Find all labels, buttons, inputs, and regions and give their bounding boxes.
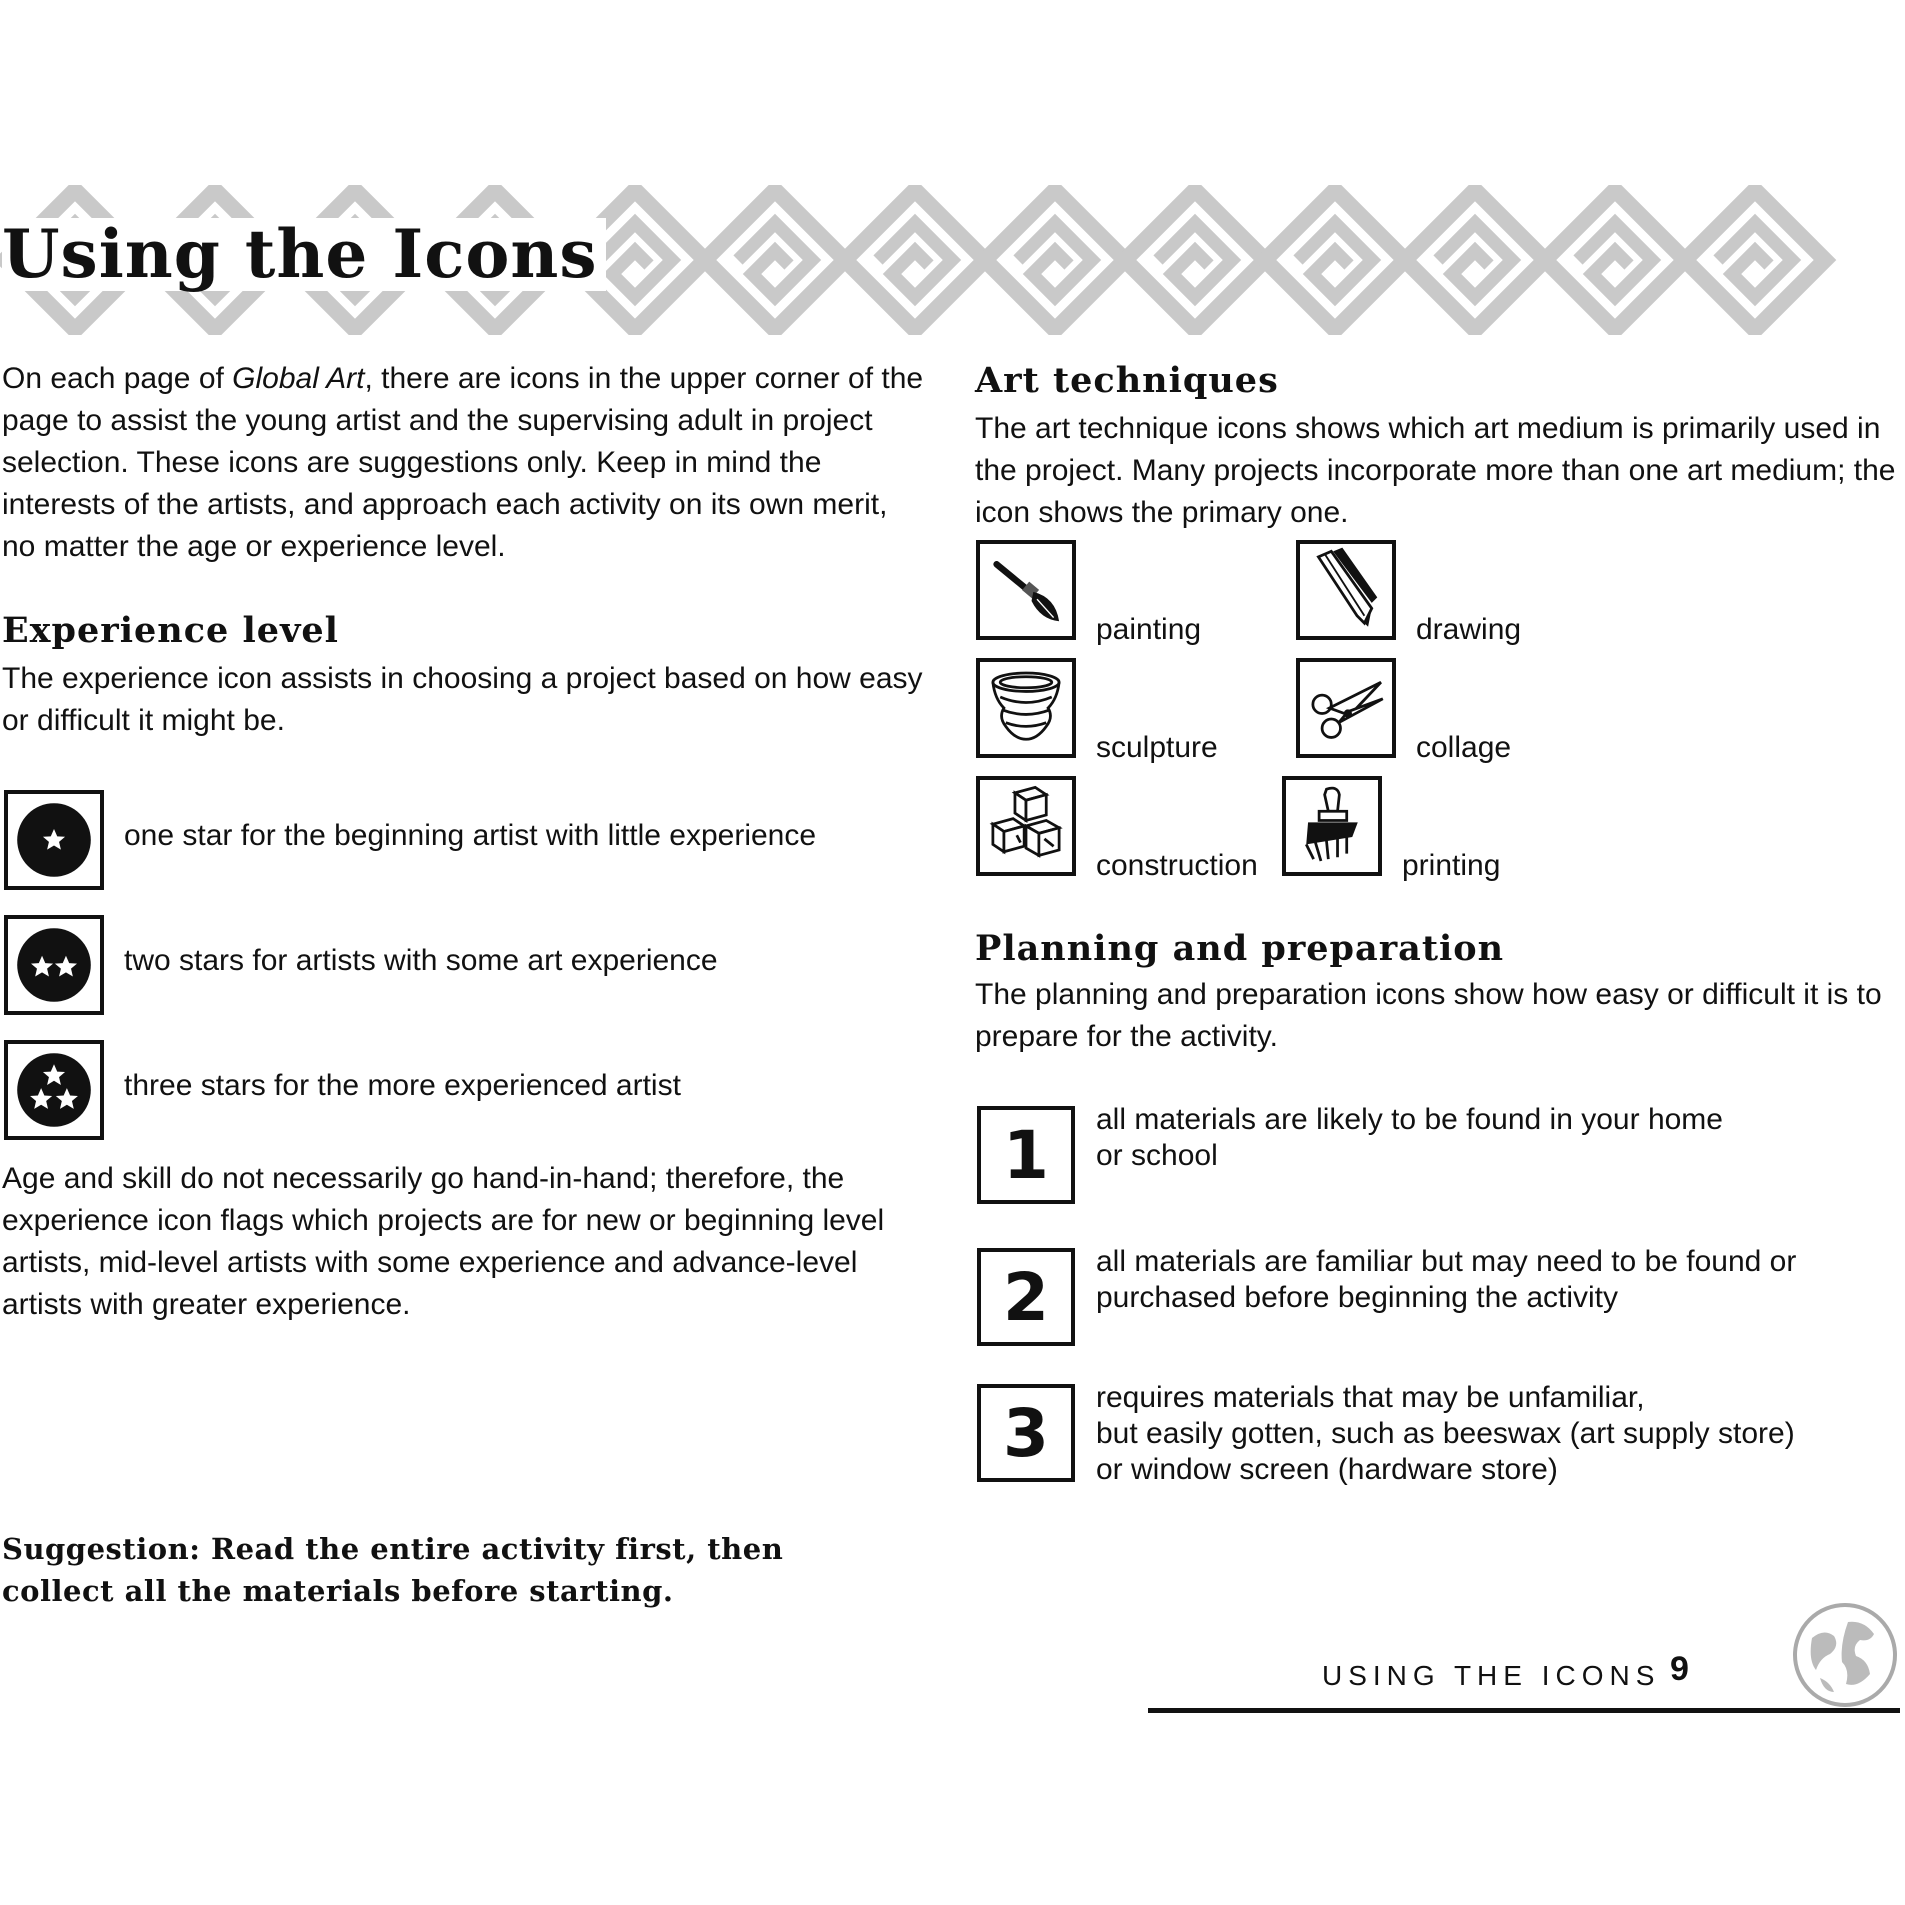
pencil-icon [1296,540,1396,640]
planning-level-2-badge: 2 [977,1248,1075,1346]
one-star-icon [4,790,104,890]
page-title: Using the Icons [2,218,606,291]
blocks-icon [976,776,1076,876]
planning-description: The planning and preparation icons show how easy or difficult it is to prepare for the activity. [975,978,1882,1053]
paintbrush-icon [976,540,1076,640]
technique-label-painting: painting [1096,613,1202,646]
two-stars-icon [4,915,104,1015]
technique-label-sculpture: sculpture [1096,731,1218,764]
scissors-icon [1296,658,1396,758]
experience-description: The experience icon assists in choosing a project based on how easy or difficult it might be. [2,662,923,737]
planning-heading: Planning and preparation [975,928,1505,969]
experience-heading: Experience level [2,610,339,651]
planning-level-3-badge: 3 [977,1384,1075,1482]
book-title: Global Art [232,362,365,395]
globe-icon [1790,1600,1900,1710]
intro-paragraph: On each page of Global Art, there are icons in the upper corner of the page to assist the young artist and the supervising adult in project selection. These icons are suggestions only. Keep in mind the interests of the artists, and approach each activity on its own merit, no matter the age or experience level. [2,362,924,563]
three-stars-icon [4,1040,104,1140]
techniques-heading: Art techniques [975,360,1279,401]
suggestion-note: Suggestion: Read the entire activity first, then collect all the materials before starting. [2,1532,784,1608]
planning-level-3-text: requires materials that may be unfamiliar, but easily gotten, such as beeswax (art supply store) or window screen (hardware store) [1096,1381,1795,1486]
experience-label-two: two stars for artists with some art experience [124,944,718,977]
experience-note: Age and skill do not necessarily go hand-in-hand; therefore, the experience icon flags which projects are for new or beginning level artists, mid-level artists with some experience and advance-level artists with greater experience. [2,1162,885,1321]
technique-label-drawing: drawing [1416,613,1522,646]
clay-pot-icon [976,658,1076,758]
page-number: 9 [1670,1650,1689,1688]
technique-label-printing: printing [1402,849,1501,882]
technique-label-construction: construction [1096,849,1258,882]
experience-label-one: one star for the beginning artist with little experience [124,819,817,852]
footer-rule [1148,1708,1900,1713]
stamp-icon [1282,776,1382,876]
planning-level-1-badge: 1 [977,1106,1075,1204]
techniques-description: The art technique icons shows which art medium is primarily used in the project. Many projects incorporate more than one art medium; the icon shows the primary one. [975,412,1896,529]
footer-section-label: USING THE ICONS [1322,1660,1661,1691]
experience-label-three: three stars for the more experienced artist [124,1069,681,1102]
planning-level-1-text: all materials are likely to be found in your home or school [1096,1103,1723,1172]
planning-level-2-text: all materials are familiar but may need to be found or purchased before beginning the activity [1096,1245,1797,1314]
technique-label-collage: collage [1416,731,1512,764]
